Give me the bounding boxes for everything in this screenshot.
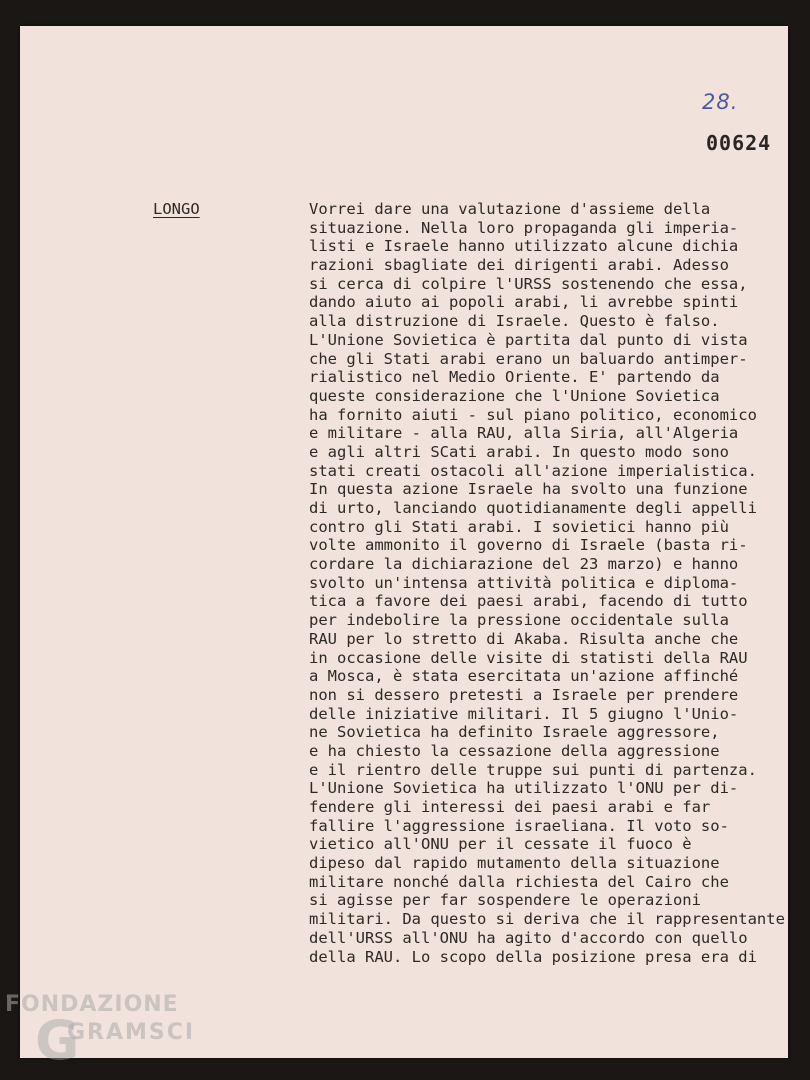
text-line: Vorrei dare una valutazione d'assieme della [309, 200, 711, 218]
text-line: stati creati ostacoli all'azione imperialistica. [309, 461, 757, 480]
text-line: dell'URSS all'ONU ha agito d'accordo con quello [309, 928, 748, 947]
text-line: militari. Da questo si deriva che il rappresentante [309, 910, 785, 929]
text-line: di urto, lanciando quotidianamente degli appelli [309, 499, 757, 517]
text-line: militare nonché dalla richiesta del Cairo che [309, 872, 729, 891]
body-text [309, 200, 799, 966]
text-line: e il rientro delle truppe sui punti di partenza. [309, 760, 757, 779]
text-line: rialistico nel Medio Oriente. E' partendo da [309, 368, 720, 387]
text-line: ne Sovietica ha definito Israele aggressore, [309, 723, 720, 742]
watermark-line1: FONDAZIONE [5, 992, 179, 1017]
text-line: volte ammonito il governo di Israele (basta ri- [309, 536, 748, 555]
fondazione-gramsci-watermark [5, 992, 205, 1072]
text-line: si agisse per far sospendere le operazioni [309, 891, 701, 910]
text-line: queste considerazione che l'Unione Sovietica [309, 386, 720, 405]
text-line: dipeso dal rapido mutamento della situazione [309, 854, 720, 873]
text-line: listi e Israele hanno utilizzato alcune dichia [309, 237, 739, 256]
text-line: si cerca di colpire l'URSS sostenendo che essa, [309, 274, 748, 293]
text-line: L'Unione Sovietica ha utilizzato l'ONU per di- [309, 779, 739, 798]
text-line: a Mosca, è stata esercitata un'azione affinché [309, 667, 739, 686]
text-line: per indebolire la pressione occidentale sulla [309, 611, 729, 630]
text-line: In questa azione Israele ha svolto una funzione [309, 480, 748, 499]
text-line: cordare la dichiarazione del 23 marzo) e hanno [309, 555, 739, 574]
text-line: alla distruzione di Israele. Questo è falso. [309, 312, 720, 331]
handwritten-page-number: 28. [702, 90, 739, 114]
text-line: delle iniziative militari. Il 5 giugno l'Unio- [309, 704, 739, 723]
text-line: vietico all'ONU per il cessate il fuoco è [309, 835, 692, 854]
text-line: e ha chiesto la cessazione della aggressione [309, 741, 720, 760]
document-code: 00624 [706, 131, 772, 155]
text-line: razioni sbagliate dei dirigenti arabi. Adesso [309, 256, 729, 275]
text-line: in occasione delle visite di statisti della RAU [309, 648, 748, 667]
text-line: e agli altri SCati arabi. In questo modo sono [309, 442, 729, 461]
text-line: svolto un'intensa attività politica e diploma- [309, 573, 739, 592]
text-line: ha fornito aiuti - sul piano politico, economico [309, 405, 757, 424]
text-line: contro gli Stati arabi. I sovietici hanno più [309, 517, 729, 536]
speaker-name: LONGO [153, 200, 200, 218]
text-line: situazione. Nella loro propaganda gli imperia- [309, 218, 739, 237]
text-line: fendere gli interessi dei paesi arabi e far [309, 798, 711, 816]
text-line: L'Unione Sovietica è partita dal punto di vista [309, 330, 748, 349]
watermark-line2: GRAMSCI [67, 1020, 196, 1045]
text-line: e militare - alla RAU, alla Siria, all'Algeria [309, 424, 739, 443]
watermark-g-logo-icon: G [35, 1009, 80, 1072]
text-line: della RAU. Lo scopo della posizione presa era di [309, 947, 757, 966]
document-page [20, 26, 788, 1058]
text-line: dando aiuto ai popoli arabi, li avrebbe spinti [309, 293, 739, 312]
text-line: che gli Stati arabi erano un baluardo antimper- [309, 349, 748, 368]
text-line: fallire l'aggressione israeliana. Il voto so- [309, 816, 729, 835]
text-line: tica a favore dei paesi arabi, facendo di tutto [309, 592, 748, 611]
text-line: non si dessero pretesti a Israele per prendere [309, 685, 739, 704]
text-line: RAU per lo stretto di Akaba. Risulta anche che [309, 629, 739, 648]
